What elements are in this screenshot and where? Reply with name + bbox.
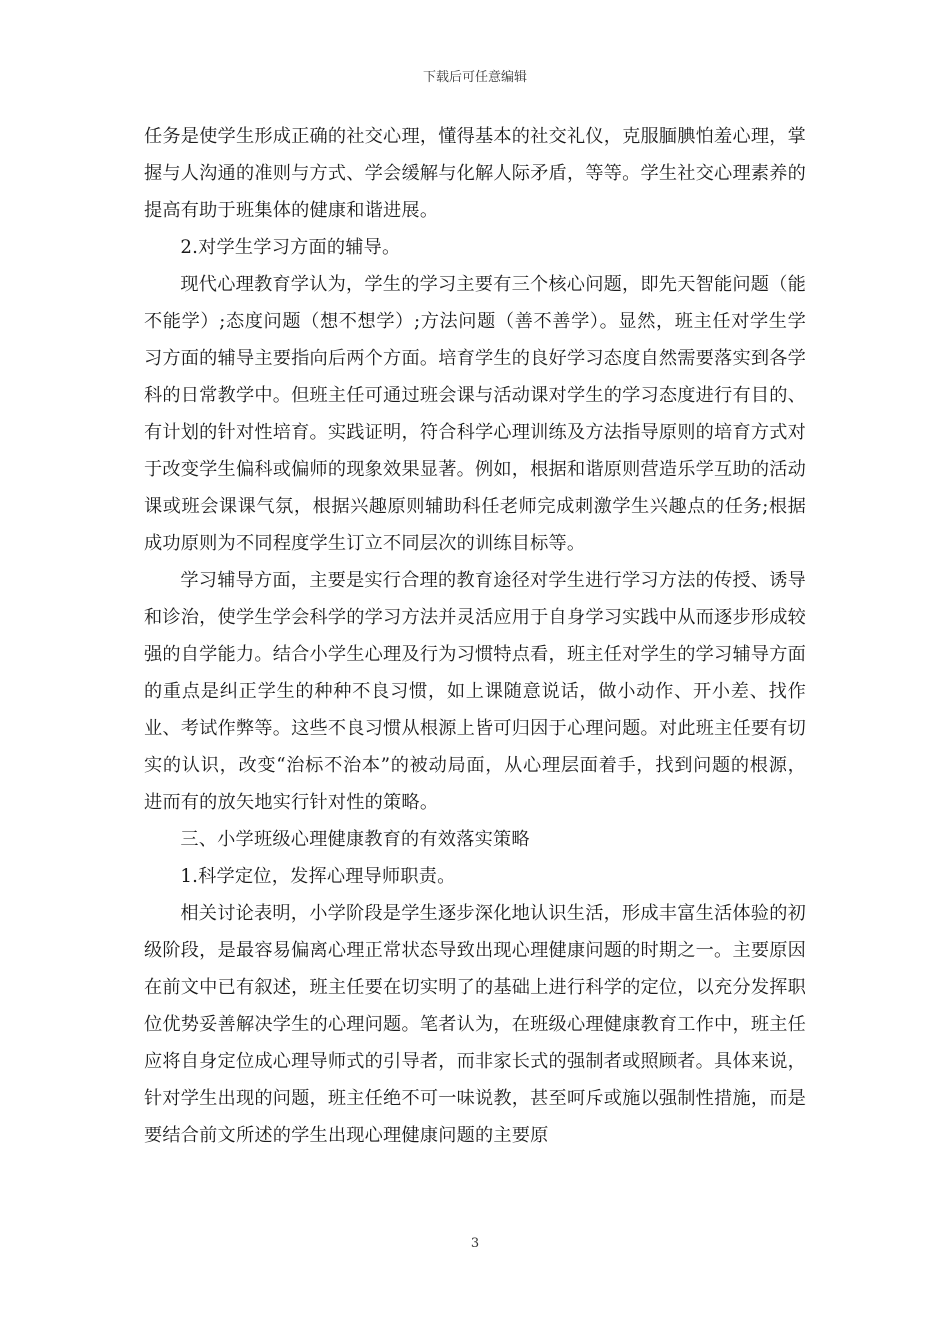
page-number: 3: [470, 1236, 480, 1251]
section-heading-strategies: 三、小学班级心理健康教育的有效落实策略: [180, 829, 530, 850]
paragraph-learning-attitude: 现代心理教育学认为，学生的学习主要有三个核心问题，即先天智能问题（能不能学）;态度问题（想不想学）;方法问题（善不善学）。显然，班主任对学生学习方面的辅导主要指向后两个方面。培育学生的良好学习态度自然需要落实到各学科的日常教学中。但班主任可通过班会课与活动课对学生的学习态度进行有目的、有计划的针对性培育。实践证明，符合科学心理训练及方法指导原则的培育方式对于改变学生偏科或偏师的现象效果显著。例如，根据和谐原则营造乐学互助的活动课或班会课课气氛，根据兴趣原则辅助科任老师完成刺激学生兴趣点的任务;根据成功原则为不同程度学生订立不同层次的训练目标等。: [144, 274, 806, 554]
document-body: [144, 118, 806, 1154]
paragraph-social-psychology: 任务是使学生形成正确的社交心理，懂得基本的社交礼仪，克服腼腆怕羞心理，掌握与人沟通的准则与方式、学会缓解与化解人际矛盾，等等。学生社交心理素养的提高有助于班集体的健康和谐进展。: [144, 126, 806, 221]
page-header: 下载后可任意编辑: [422, 70, 527, 85]
paragraph-positioning: 相关讨论表明，小学阶段是学生逐步深化地认识生活，形成丰富生活体验的初级阶段，是最容易偏离心理正常状态导致出现心理健康问题的时期之一。主要原因在前文中已有叙述，班主任要在切实明了的基础上进行科学的定位，以充分发挥职位优势妥善解决学生的心理问题。笔者认为，在班级心理健康教育工作中，班主任应将自身定位成心理导师式的引导者，而非家长式的强制者或照顾者。具体来说，针对学生出现的问题，班主任绝不可一味说教，甚至呵斥或施以强制性措施，而是要结合前文所述的学生出现心理健康问题的主要原: [144, 903, 806, 1146]
subheading-scientific-positioning: 1.科学定位，发挥心理导师职责。: [180, 866, 456, 887]
paragraph-learning-methods: 学习辅导方面，主要是实行合理的教育途径对学生进行学习方法的传授、诱导和诊治，使学生学会科学的学习方法并灵活应用于自身学习实践中从而逐步形成较强的自学能力。结合小学生心理及行为习惯特点看，班主任对学生的学习辅导方面的重点是纠正学生的种种不良习惯，如上课随意说话，做小动作、开小差、找作业、考试作弊等。这些不良习惯从根源上皆可归因于心理问题。对此班主任要有切实的认识，改变“治标不治本”的被动局面，从心理层面着手，找到问题的根源，进而有的放矢地实行针对性的策略。: [144, 570, 806, 813]
heading-learning-guidance: 2.对学生学习方面的辅导。: [180, 237, 401, 258]
